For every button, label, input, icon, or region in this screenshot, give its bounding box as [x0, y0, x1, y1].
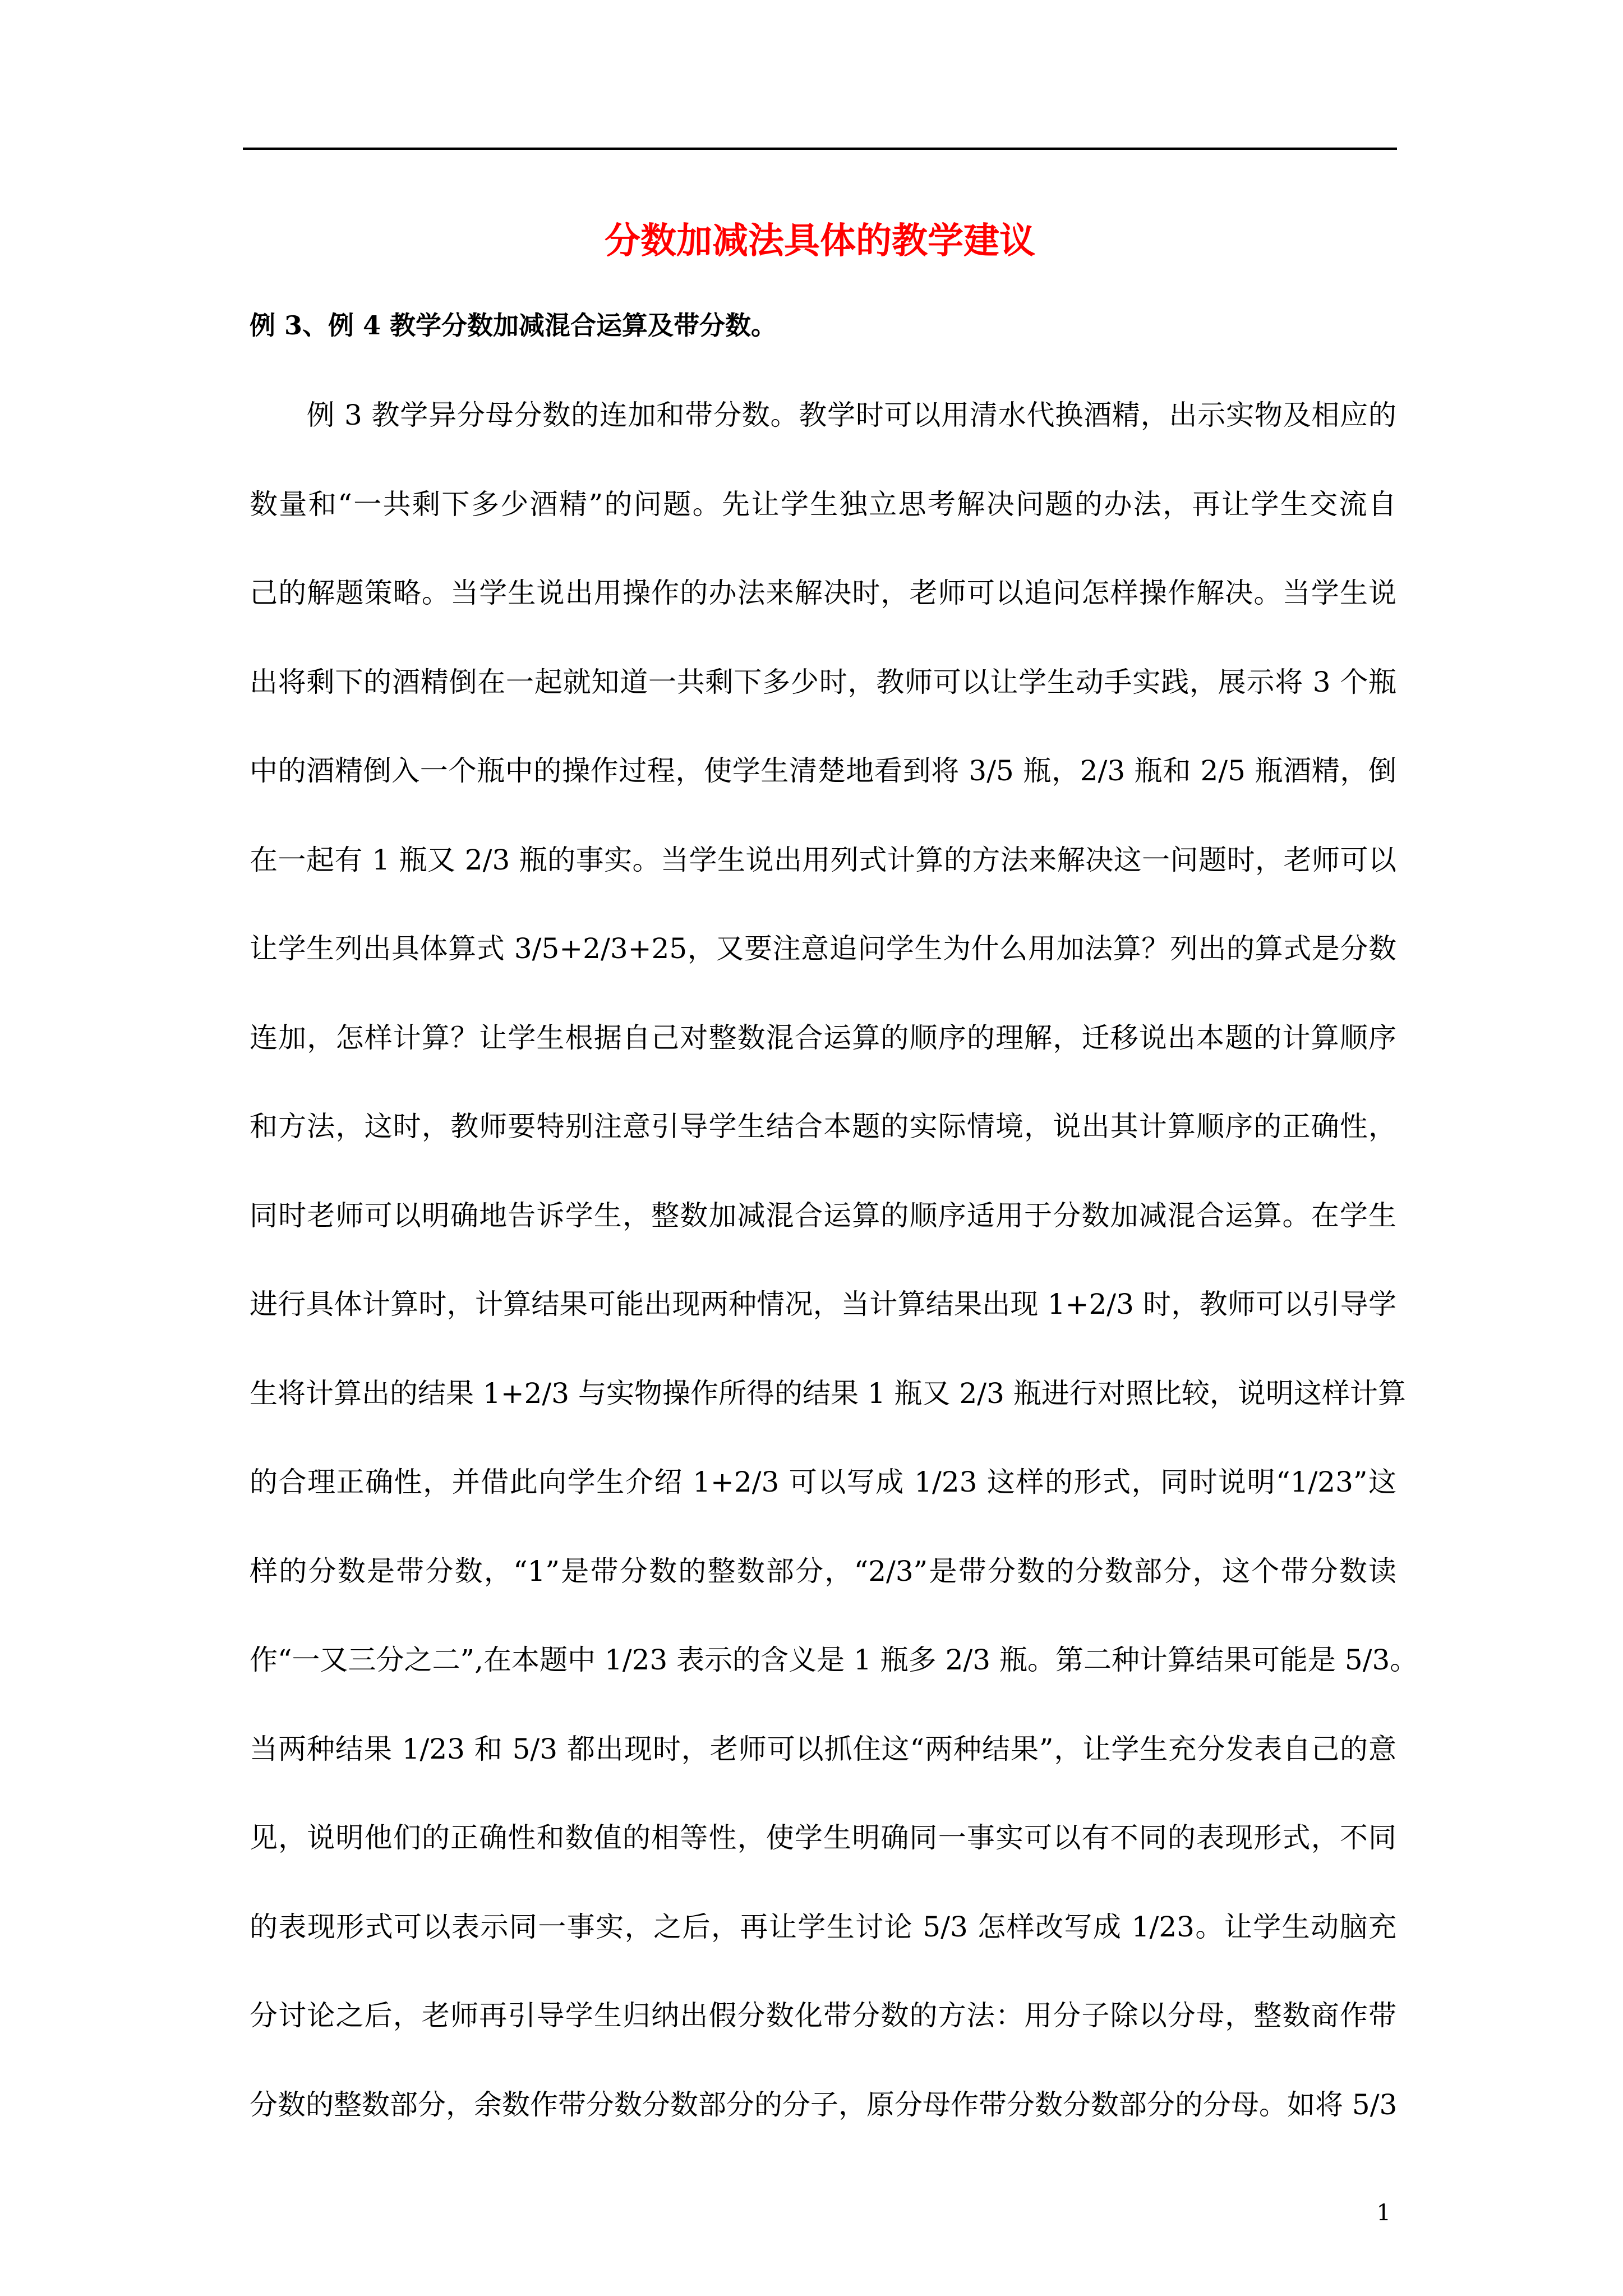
body-line: 中的酒精倒入一个瓶中的操作过程，使学生清楚地看到将 3/5 瓶，2/3 瓶和 2/5 瓶酒精，倒 [250, 754, 1396, 787]
page-number: 1 [1376, 2200, 1391, 2226]
body-line: 见，说明他们的正确性和数值的相等性，使学生明确同一事实可以有不同的表现形式，不同 [250, 1821, 1396, 1854]
body-line: 在一起有 1 瓶又 2/3 瓶的事实。当学生说出用列式计算的方法来解决这一问题时，老师可以 [250, 843, 1396, 876]
body-line: 样的分数是带分数，“1”是带分数的整数部分，“2/3”是带分数的分数部分，这个带分数读 [250, 1554, 1396, 1588]
body-line: 当两种结果 1/23 和 5/3 都出现时，老师可以抓住这“两种结果”，让学生充分发表自己的意 [250, 1732, 1396, 1765]
document-title: 分数加减法具体的教学建议 [605, 220, 1035, 262]
body-line: 分讨论之后，老师再引导学生归纳出假分数化带分数的方法：用分子除以分母，整数商作带 [250, 1999, 1396, 2032]
body-line: 数量和“一共剩下多少酒精”的问题。先让学生独立思考解决问题的办法，再让学生交流自 [250, 487, 1396, 521]
body-paragraph [250, 387, 1418, 2165]
body-line: 和方法，这时，教师要特别注意引导学生结合本题的实际情境，说出其计算顺序的正确性， [250, 1110, 1396, 1143]
section-heading: 例 3、例 4 教学分数加减混合运算及带分数。 [250, 310, 777, 341]
body-line: 的合理正确性，并借此向学生介绍 1+2/3 可以写成 1/23 这样的形式，同时说明“1/23”这 [250, 1466, 1396, 1498]
body-line: 生将计算出的结果 1+2/3 与实物操作所得的结果 1 瓶又 2/3 瓶进行对照比较，说明这样计算 [250, 1377, 1406, 1410]
body-line: 出将剩下的酒精倒在一起就知道一共剩下多少时，教师可以让学生动手实践，展示将 3 个瓶 [250, 665, 1396, 698]
body-line: 让学生列出具体算式 3/5+2/3+25，又要注意追问学生为什么用加法算？列出的算式是分数 [250, 932, 1396, 965]
body-line: 的表现形式可以表示同一事实，之后，再让学生讨论 5/3 怎样改写成 1/23。让学生动脑充 [250, 1910, 1396, 1943]
body-line: 己的解题策略。当学生说出用操作的办法来解决时，老师可以追问怎样操作解决。当学生说 [250, 577, 1396, 609]
body-line: 进行具体计算时，计算结果可能出现两种情况，当计算结果出现 1+2/3 时，教师可以引导学 [250, 1288, 1396, 1320]
body-line: 连加，怎样计算？让学生根据自己对整数混合运算的顺序的理解，迁移说出本题的计算顺序 [250, 1021, 1396, 1054]
body-line: 例 3 教学异分母分数的连加和带分数。教学时可以用清水代换酒精，出示实物及相应的 [250, 399, 1396, 431]
header-rule [243, 148, 1397, 150]
body-line: 同时老师可以明确地告诉学生，整数加减混合运算的顺序适用于分数加减混合运算。在学生 [250, 1199, 1396, 1232]
body-line: 作“一又三分之二”,在本题中 1/23 表示的含义是 1 瓶多 2/3 瓶。第二种计算结果可能是 5/3。 [250, 1644, 1418, 1676]
body-line: 分数的整数部分，余数作带分数分数部分的分子，原分母作带分数分数部分的分母。如将 5/3 [250, 2088, 1398, 2121]
